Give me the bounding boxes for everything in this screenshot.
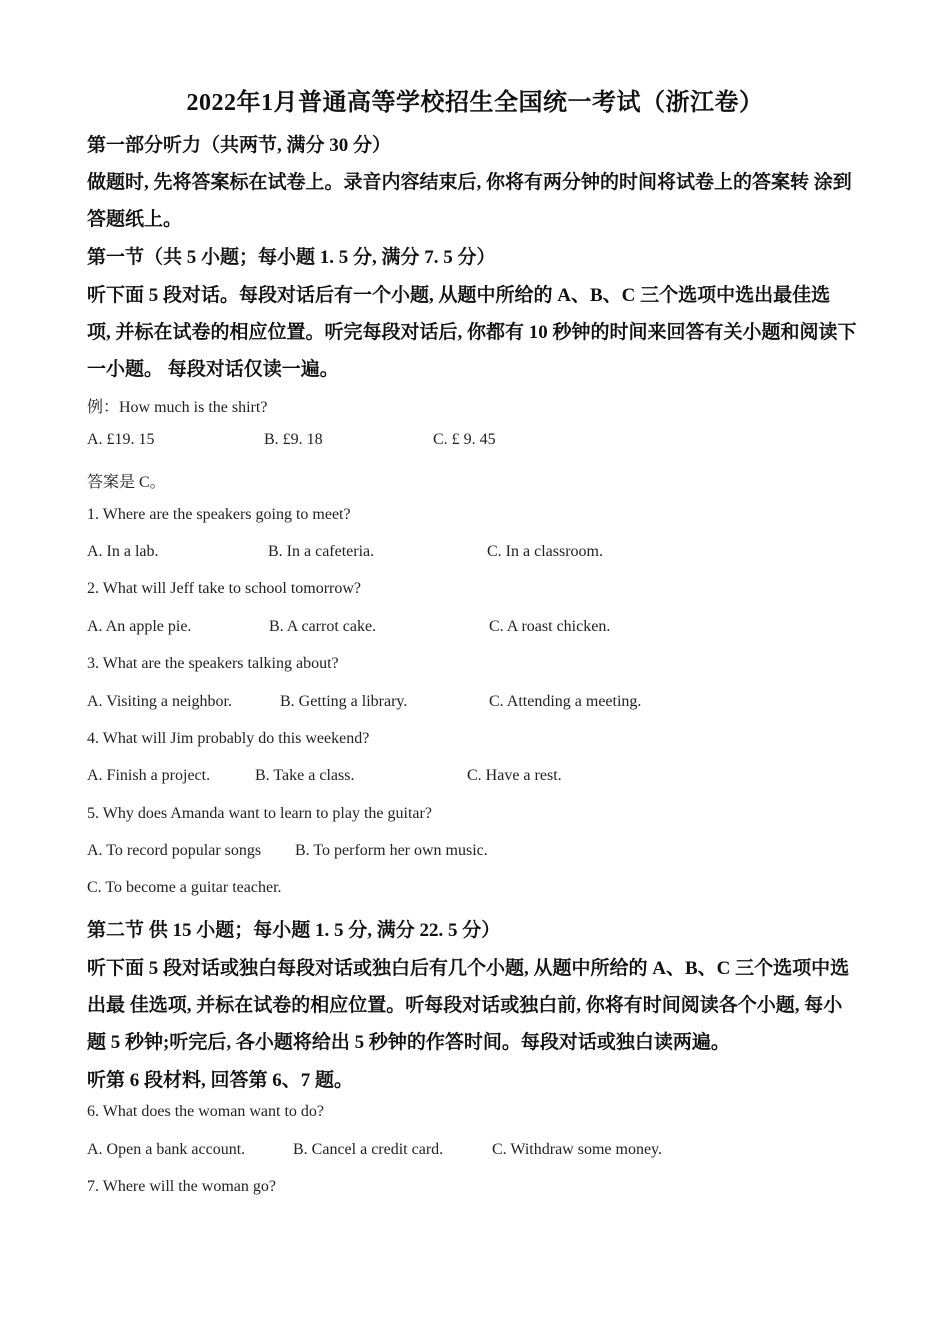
question-3: 3. What are the speakers talking about?	[87, 655, 339, 672]
part1-instruction-line: 做题时, 先将答案标在试卷上。录音内容结束后, 你将有两分钟的时间将试卷上的答案转 涂到	[87, 172, 852, 193]
section1-instruction-line: 一小题。 每段对话仅读一遍。	[87, 359, 339, 380]
option-4a: A. Finish a project.	[87, 767, 211, 784]
option-5a: A. To record popular songs	[87, 842, 262, 859]
section2-instruction-line: 题 5 秒钟;听完后, 各小题将给出 5 秒钟的作答时间。每段对话或独白读两遍。	[87, 1032, 730, 1053]
question-2: 2. What will Jeff take to school tomorrow?	[87, 580, 362, 597]
material6-heading: 听第 6 段材料, 回答第 6、7 题。	[87, 1070, 354, 1091]
option-2c: C. A roast chicken.	[489, 618, 611, 635]
option-4c: C. Have a rest.	[467, 767, 562, 784]
option-3b: B. Getting a library.	[280, 693, 408, 710]
example-option: A. £19. 15	[87, 431, 155, 448]
example-option: B. £9. 18	[264, 431, 323, 448]
section2-instruction-line: 听下面 5 段对话或独白每段对话或独白后有几个小题, 从题中所给的 A、B、C 三个选项中选	[87, 958, 850, 979]
question-7: 7. Where will the woman go?	[87, 1178, 276, 1195]
option-6b: B. Cancel a credit card.	[293, 1141, 444, 1158]
option-6c: C. Withdraw some money.	[492, 1141, 662, 1158]
option-5c: C. To become a guitar teacher.	[87, 879, 282, 896]
section1-heading: 第一节（共 5 小题；每小题 1. 5 分, 满分 7. 5 分）	[87, 247, 496, 268]
option-1a: A. In a lab.	[87, 543, 159, 560]
option-4b: B. Take a class.	[255, 767, 355, 784]
option-1c: C. In a classroom.	[487, 543, 603, 560]
option-1b: B. In a cafeteria.	[268, 543, 375, 560]
section1-instruction-line: 项, 并标在试卷的相应位置。听完每段对话后, 你都有 10 秒钟的时间来回答有关小题和阅读下	[87, 322, 857, 343]
part1-heading: 第一部分听力（共两节, 满分 30 分）	[87, 135, 392, 156]
example-option: C. £ 9. 45	[433, 431, 496, 448]
section2-heading: 第二节 供 15 小题；每小题 1. 5 分, 满分 22. 5 分）	[87, 920, 501, 941]
option-2b: B. A carrot cake.	[269, 618, 377, 635]
question-1: 1. Where are the speakers going to meet?	[87, 506, 351, 523]
example-question: 例：How much is the shirt?	[87, 399, 268, 416]
part1-instruction-line: 答题纸上。	[87, 209, 183, 230]
option-3a: A. Visiting a neighbor.	[87, 693, 232, 710]
option-6a: A. Open a bank account.	[87, 1141, 246, 1158]
question-5: 5. Why does Amanda want to learn to play the guitar?	[87, 805, 432, 822]
section1-instruction-line: 听下面 5 段对话。每段对话后有一个小题, 从题中所给的 A、B、C 三个选项中选出最佳选	[87, 285, 831, 306]
option-5b: B. To perform her own music.	[295, 842, 488, 859]
example-answer: 答案是 C。	[87, 474, 166, 491]
exam-title: 2022年1月普通高等学校招生全国统一考试（浙江卷）	[186, 90, 764, 116]
question-4: 4. What will Jim probably do this weekend?	[87, 730, 370, 747]
option-2a: A. An apple pie.	[87, 618, 192, 635]
section2-instruction-line: 出最 佳选项, 并标在试卷的相应位置。听每段对话或独白前, 你将有时间阅读各个小题, 每小	[87, 995, 843, 1016]
option-3c: C. Attending a meeting.	[489, 693, 642, 710]
question-6: 6. What does the woman want to do?	[87, 1103, 324, 1120]
